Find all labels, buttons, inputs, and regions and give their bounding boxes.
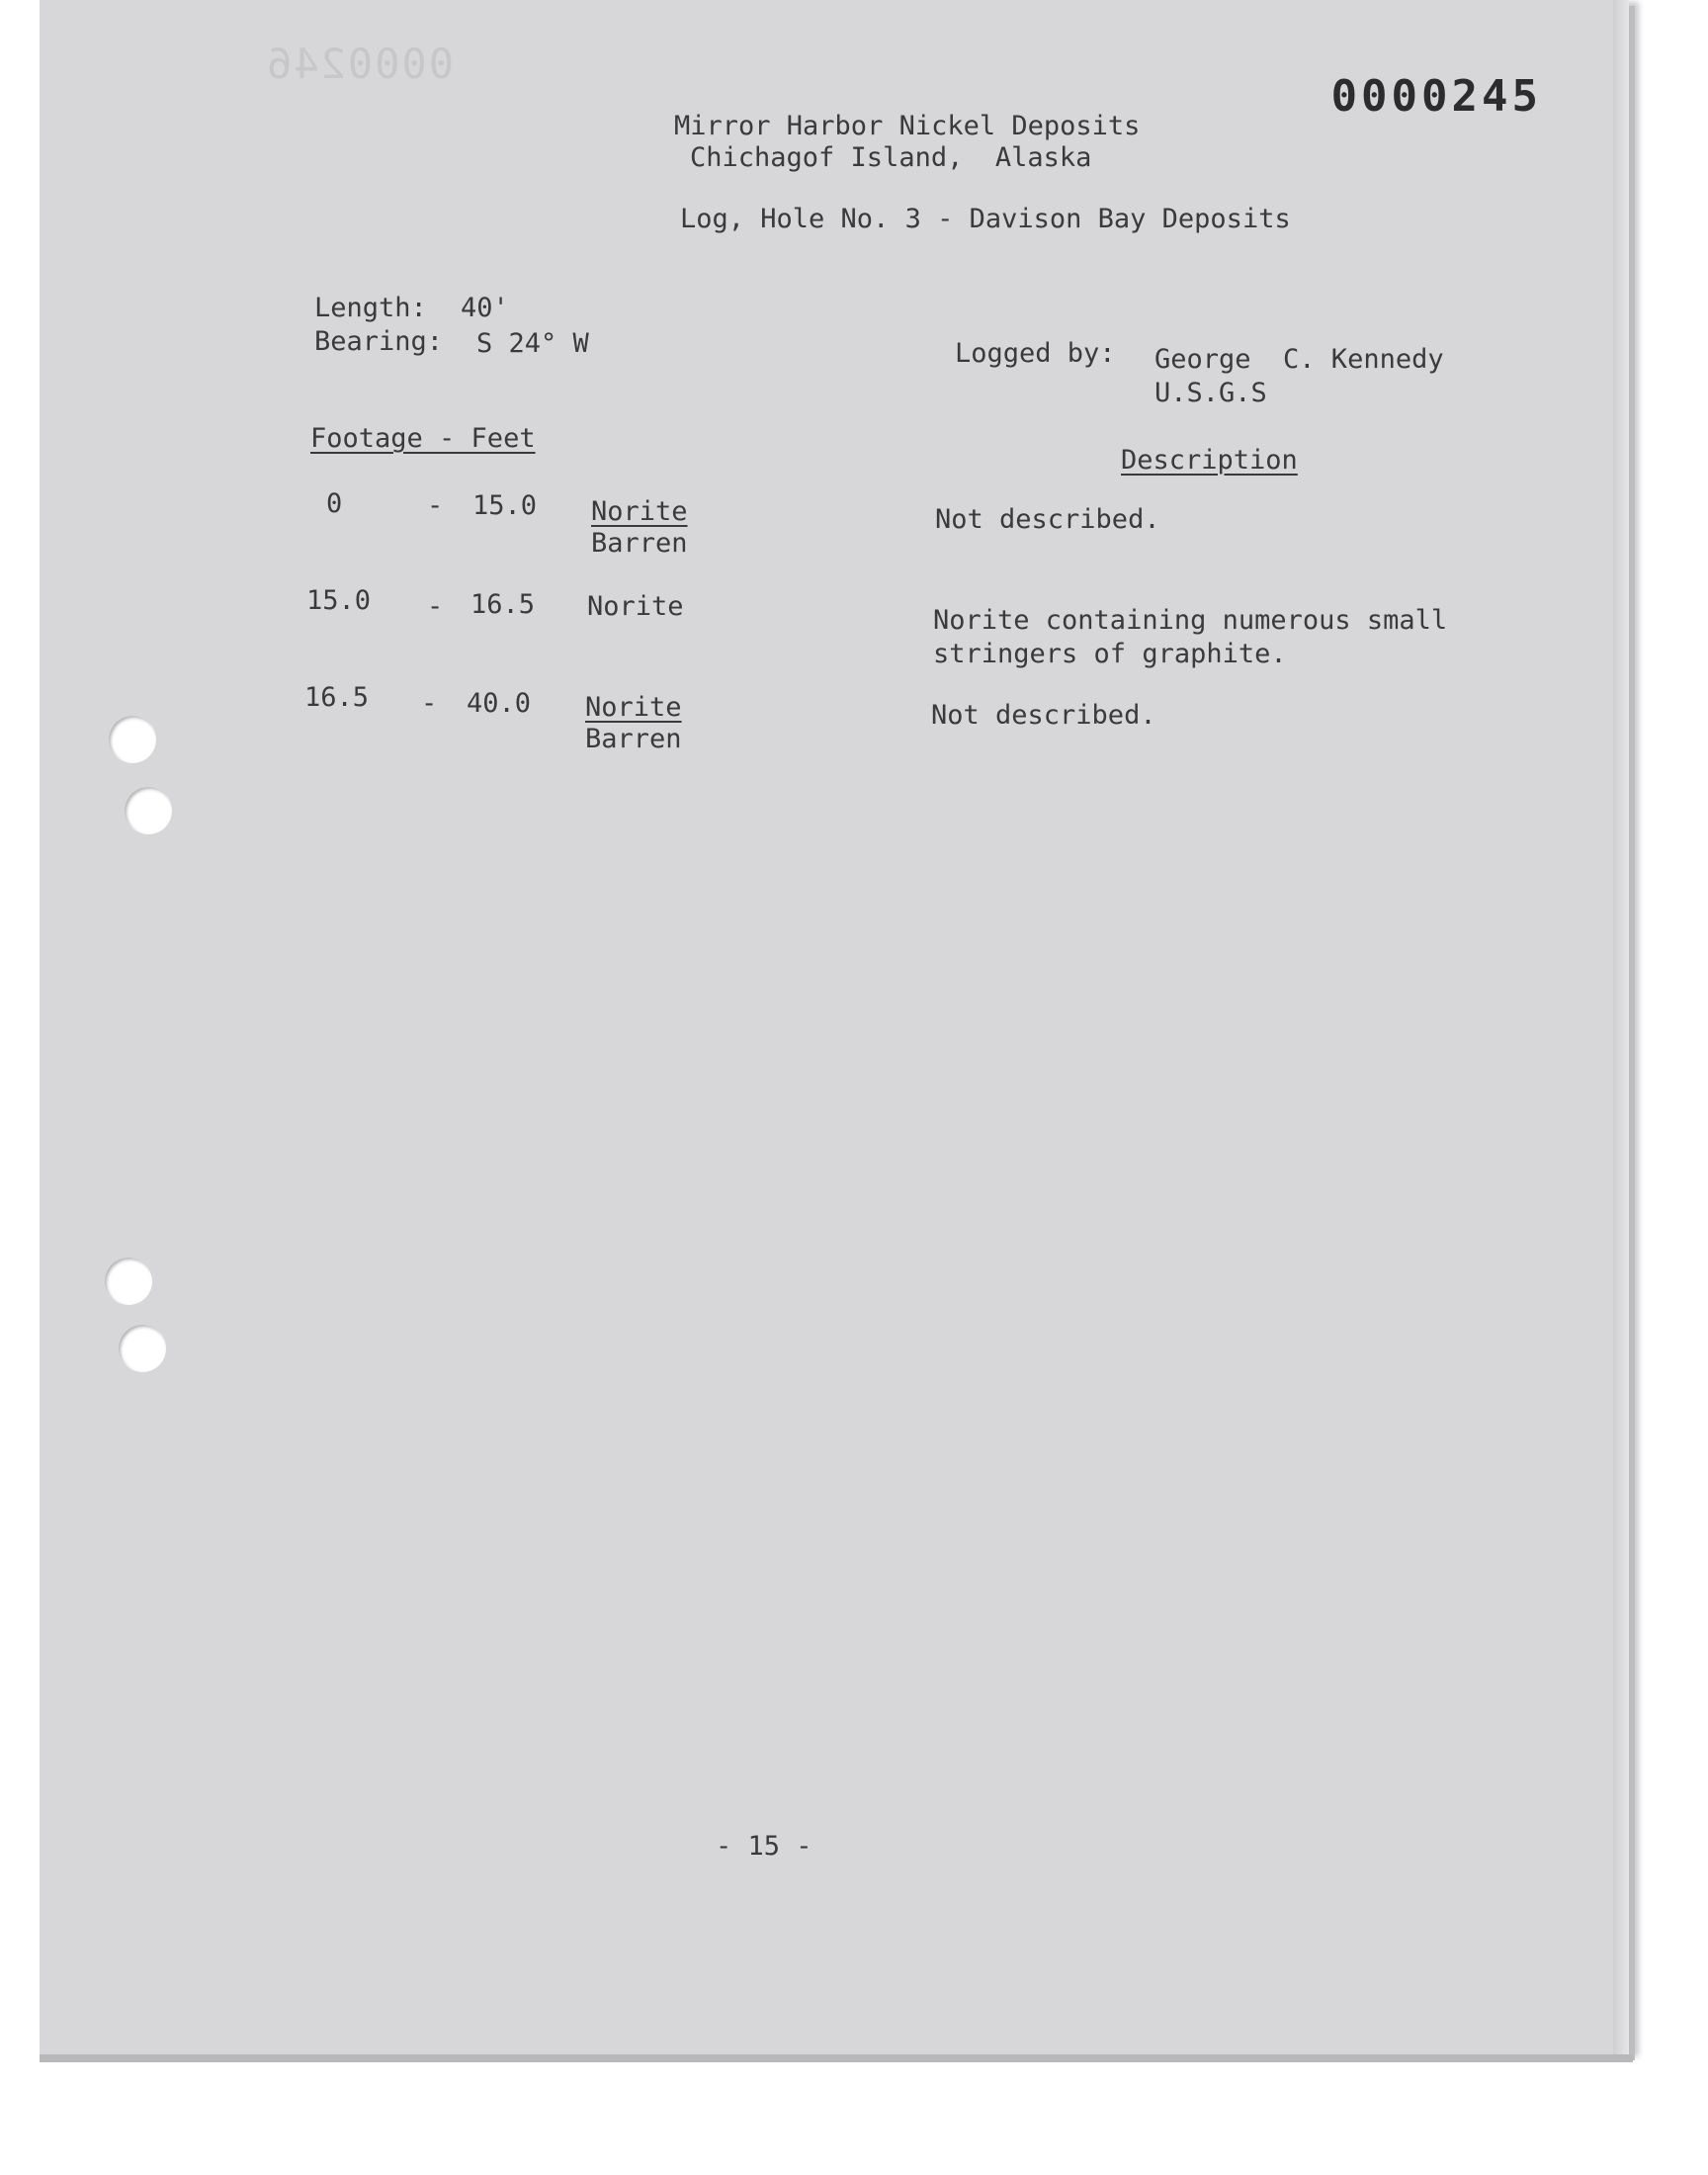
row-2-to: 16.5 [470, 589, 536, 620]
document-number-stamp: 0000245 [1330, 71, 1542, 122]
binder-hole-4 [119, 1325, 166, 1372]
page-number: - 15 - [716, 1831, 812, 1862]
binder-hole-2 [125, 787, 172, 834]
row-3-rock-qualifier: Barren [585, 724, 682, 754]
row-2-description-cont: stringers of graphite. [933, 639, 1287, 669]
bearing-value: S 24° W [476, 328, 589, 359]
page-shadow [40, 2054, 1633, 2062]
length-label: Length: [314, 293, 427, 323]
binder-hole-3 [105, 1258, 152, 1305]
footage-header: Footage - Feet [310, 423, 536, 454]
row-3-from: 16.5 [304, 682, 370, 713]
row-2-rock: Norite [587, 591, 684, 622]
log-subtitle: Log, Hole No. 3 - Davison Bay Deposits [680, 204, 1291, 234]
row-1-dash: - [427, 490, 444, 521]
row-2-description: Norite containing numerous small [933, 605, 1448, 636]
row-1-rock: Norite [591, 496, 688, 527]
logged-by-label: Logged by: [955, 338, 1116, 369]
document-page [40, 0, 1629, 2054]
row-3-to: 40.0 [467, 688, 532, 719]
page-edge [1613, 0, 1629, 2054]
binder-hole-1 [109, 716, 156, 763]
bearing-label: Bearing: [314, 326, 444, 357]
row-3-description: Not described. [931, 700, 1156, 731]
row-2-dash: - [427, 591, 444, 622]
row-1-description: Not described. [935, 504, 1160, 535]
logged-by-name: George C. Kennedy [1154, 344, 1444, 375]
ghost-stamp: 0000246 [265, 40, 455, 88]
header-title: Mirror Harbor Nickel Deposits [674, 111, 1141, 141]
length-value: 40' [461, 293, 509, 323]
row-1-rock-qualifier: Barren [591, 528, 688, 559]
description-header: Description [1121, 445, 1298, 476]
header-location: Chichagof Island, Alaska [690, 142, 1092, 173]
row-1-from: 0 [326, 488, 343, 519]
row-2-from: 15.0 [306, 585, 372, 616]
row-3-rock: Norite [585, 692, 682, 723]
row-1-to: 15.0 [472, 490, 538, 521]
logged-by-org: U.S.G.S [1154, 378, 1267, 408]
row-3-dash: - [421, 688, 438, 719]
